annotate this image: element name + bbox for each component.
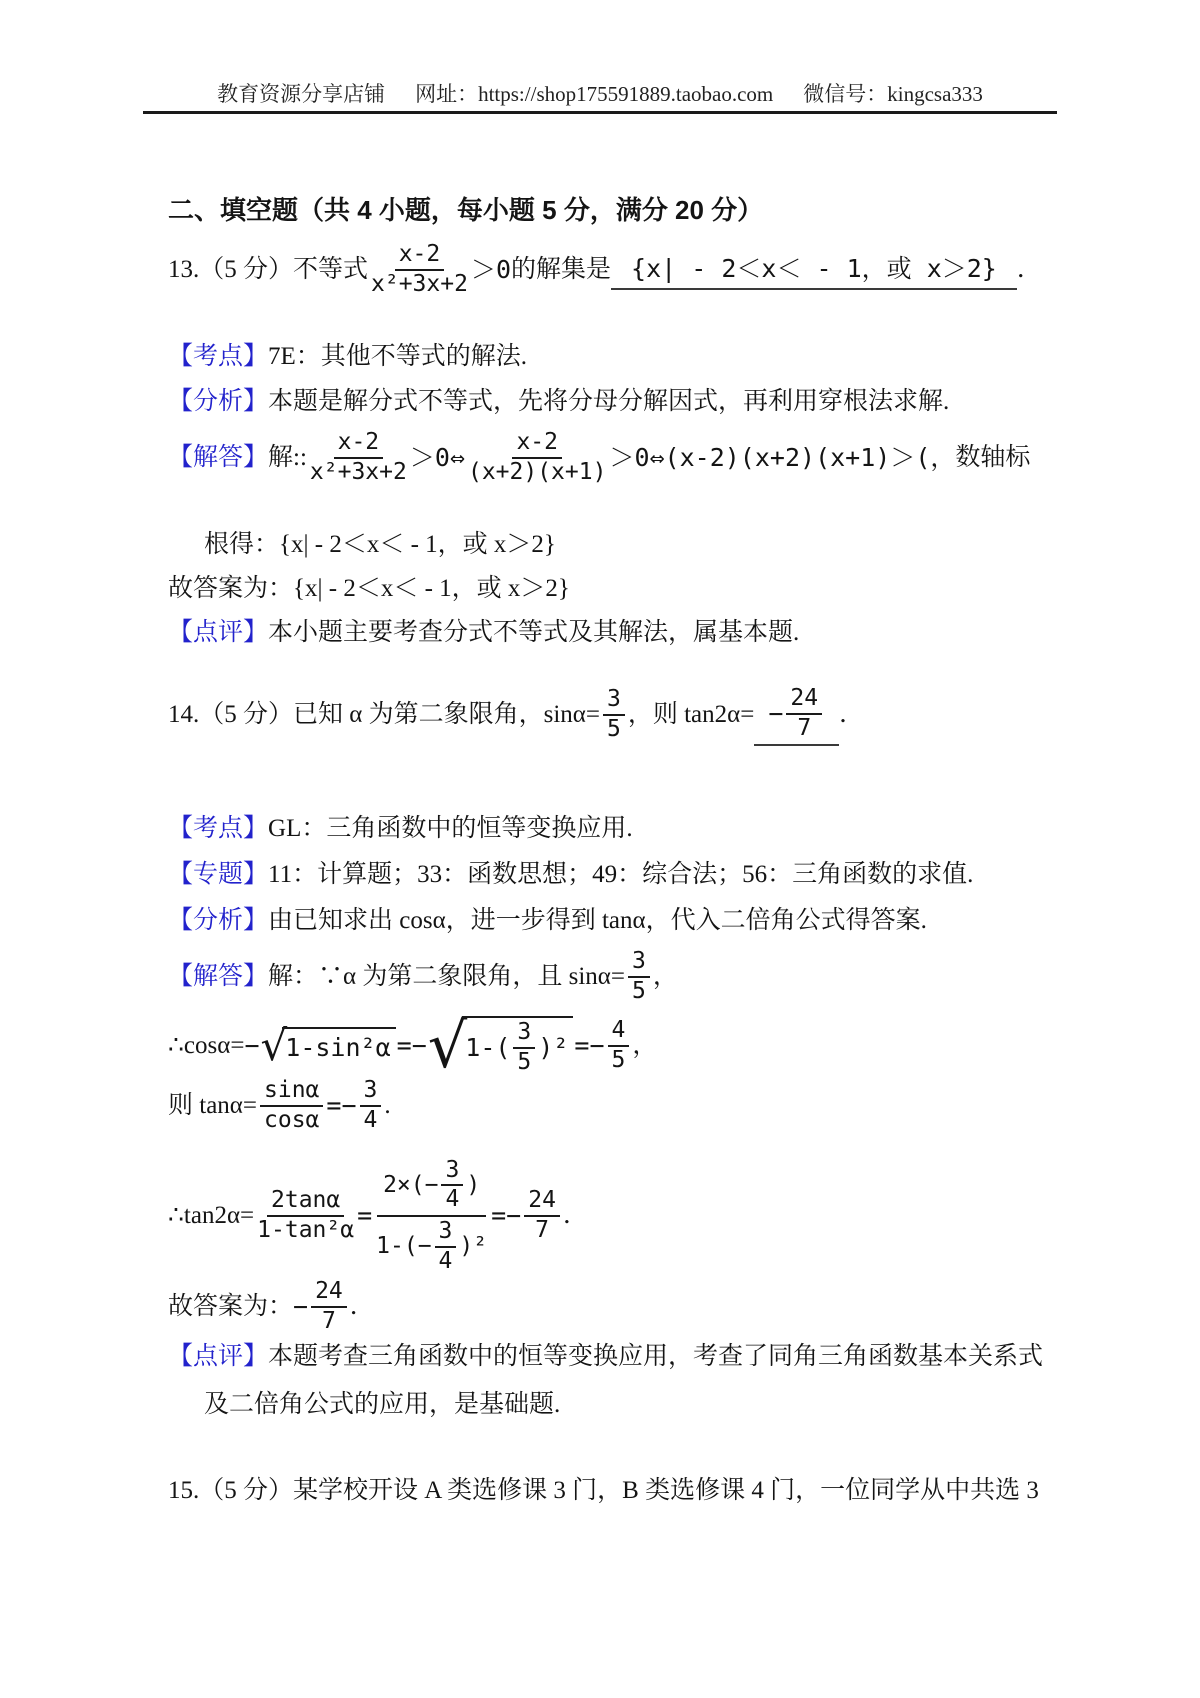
q14-jieda-fraction-numerator: 3 — [628, 949, 650, 978]
q14-fenxi-line — [168, 904, 927, 938]
header-divider — [143, 111, 1057, 114]
q13-gende-line: 根得：{x| - 2＜x＜ - 1，或 x＞2} — [204, 531, 556, 558]
q13-stem-fraction-denominator: x²+3x+2 — [371, 271, 468, 297]
q14-jieda-lead: 解：∵α 为第二象限角，且 sinα= — [268, 963, 625, 991]
q14-tan-minus: − — [341, 1091, 357, 1121]
q14-tan2-big-numerator — [377, 1158, 486, 1218]
q14-jieda-fraction — [628, 949, 650, 1005]
q14-stem-fraction — [603, 687, 625, 743]
q14-fenxi-text: 由已知求出 cosα，进一步得到 tanα，代入二倍角公式得答案. — [268, 907, 927, 934]
q13-kaodian-text: 7E：其他不等式的解法. — [268, 343, 528, 370]
q14-stem-fraction-numerator: 3 — [603, 687, 625, 716]
q13-stem-mid: 的解集是 — [511, 256, 612, 284]
q14-answer-fraction-numerator: 24 — [786, 686, 822, 715]
q14-tan2-result-numerator: 24 — [524, 1188, 560, 1217]
q14-cos-rad2-numerator: 3 — [513, 1020, 535, 1049]
q14-tan2-big-denominator — [376, 1217, 487, 1275]
section-title: 二、填空题（共 4 小题，每小题 5 分，满分 20 分） — [168, 195, 764, 225]
q13-stem-fraction-numerator: x-2 — [395, 242, 445, 271]
q13-jieda-lead: 解:: — [268, 444, 307, 472]
q14-answer-minus: − — [768, 699, 784, 729]
kaodian-label: 【考点】 — [168, 342, 269, 370]
q14-tan-frac1-denominator: cosα — [264, 1107, 320, 1133]
q13-answer-blank: {x| - 2＜x＜ - 1，或 x＞2} — [611, 250, 1017, 290]
q14-tan2-eq1: = — [357, 1201, 373, 1231]
q14-stem-mid: ，则 tan2α= — [627, 701, 755, 729]
header-wechat-id: 微信号：kingcsa333 — [803, 82, 983, 106]
q14-jieda-fraction-denominator: 5 — [632, 978, 646, 1004]
q14-tan2-bigden-frac-denominator: 4 — [438, 1247, 453, 1274]
q14-tan2-bignum-frac-numerator: 3 — [441, 1158, 463, 1187]
page-header — [0, 78, 1200, 108]
q13-jieda-frac1-denominator: x²+3x+2 — [309, 459, 407, 485]
q14-cos-tail: ， — [632, 1032, 658, 1060]
q13-jieda-fraction1 — [310, 430, 407, 486]
zhuanti-label: 【专题】 — [168, 860, 269, 888]
q14-cos-lead: ∴cosα= — [168, 1032, 245, 1060]
q14-tan-frac2-denominator: 4 — [363, 1107, 378, 1133]
q14-stem-lead: 14.（5 分）已知 α 为第二象限角，sinα= — [168, 701, 600, 729]
q14-cos-eq2: = — [574, 1031, 590, 1061]
q14-cos-minus3: − — [589, 1031, 605, 1061]
q13-jieda-mid1: ＞0⇔ — [409, 443, 465, 473]
q14-jieda-line — [168, 942, 678, 1012]
q14-cos-rad2-fraction — [513, 1020, 535, 1076]
q14-cos-eq1: = — [396, 1031, 412, 1061]
q13-stem-fraction — [371, 242, 468, 298]
q13-jieda-tail: 数轴标 — [955, 444, 1031, 472]
q14-tan2-bigden-frac-numerator: 3 — [435, 1219, 457, 1248]
q14-cos-rad2-tail: )² — [538, 1033, 569, 1063]
q14-answer-line-numerator: 24 — [311, 1279, 347, 1308]
q14-tan-frac1-numerator: sinα — [260, 1078, 323, 1107]
kaodian-label: 【考点】 — [168, 814, 269, 842]
q14-tan2-bignum-frac-denominator: 4 — [445, 1186, 460, 1213]
q14-tan2-lead: ∴tan2α= — [168, 1202, 255, 1230]
q14-answer-lead: 故答案为： — [168, 1293, 294, 1321]
q14-answer-fraction — [786, 686, 822, 742]
q14-tan2-result-fraction — [524, 1188, 560, 1244]
fenxi-label: 【分析】 — [168, 906, 269, 934]
q14-tan-eq: = — [326, 1091, 342, 1121]
q14-answer-blank — [754, 684, 839, 746]
q14-jieda-tail: ， — [652, 963, 678, 991]
q13-stem-lead: 13.（5 分）不等式 — [168, 256, 369, 284]
q14-tan2-line — [168, 1156, 588, 1274]
q14-tan2-bignum-fraction — [441, 1158, 463, 1214]
q14-tan2-frac1-numerator: 2tanα — [267, 1188, 344, 1217]
header-store-name: 教育资源分享店铺 — [217, 82, 386, 106]
q14-answer-fraction-denominator: 7 — [797, 715, 812, 741]
q14-tan2-big-fraction — [376, 1158, 487, 1275]
q14-answer-line-minus: − — [293, 1292, 309, 1322]
q14-cos-result-denominator: 5 — [611, 1047, 626, 1073]
q14-stem — [168, 672, 864, 758]
q13-kaodian-line — [168, 340, 527, 374]
q13-fenxi-text: 本题是解分式不等式，先将分母分解因式，再利用穿根法求解. — [268, 388, 950, 415]
q14-stem-period: ． — [839, 701, 865, 729]
q14-tan-frac2-numerator: 3 — [360, 1078, 382, 1107]
q15-stem: 15.（5 分）某学校开设 A 类选修课 3 门，B 类选修课 4 门，一位同学从中共选 3 — [168, 1477, 1039, 1504]
q14-cos-rad2-denominator: 5 — [517, 1049, 532, 1075]
q14-kaodian-text: GL：三角函数中的恒等变换应用. — [268, 815, 633, 842]
q13-stem — [168, 224, 1042, 316]
q14-tan2-tail: ． — [562, 1202, 588, 1230]
q14-stem-fraction-denominator: 5 — [606, 716, 621, 742]
sqrt-radical — [260, 1021, 396, 1071]
q13-stem-period: ． — [1016, 256, 1042, 284]
q13-dianping-line — [168, 616, 799, 650]
q13-jieda-fraction2 — [468, 430, 606, 486]
q13-jieda-frac1-numerator: x-2 — [334, 430, 384, 459]
q14-dianping-line1 — [168, 1340, 1043, 1374]
q13-stem-inequality: ＞0 — [470, 255, 512, 285]
q14-answer-line-fraction — [311, 1279, 347, 1335]
q14-kaodian-line — [168, 812, 633, 846]
q14-tan2-bigden-tail: )² — [459, 1233, 488, 1260]
q14-tan-tail: . — [384, 1092, 391, 1120]
q14-dianping-text1: 本题考查三角函数中的恒等变换应用，考查了同角三角函数基本关系式 — [268, 1343, 1044, 1370]
q14-tan2-frac1-denominator: 1-tan²α — [257, 1217, 355, 1243]
q14-tan-fraction1 — [260, 1078, 323, 1134]
radical-sign: √ — [260, 1021, 288, 1071]
q13-jieda-frac2-denominator: (x+2)(x+1) — [467, 459, 607, 485]
sqrt-radical — [427, 1008, 574, 1082]
q14-cos-minus2: − — [411, 1031, 427, 1061]
radical-sign: √ — [427, 1008, 468, 1082]
fenxi-label: 【分析】 — [168, 387, 269, 415]
q14-answer-tail: ． — [349, 1293, 375, 1321]
q14-answer-line-denominator: 7 — [322, 1308, 336, 1334]
q13-jieda-frac2-numerator: x-2 — [512, 430, 562, 459]
q14-dianping-line2: 及二倍角公式的应用，是基础题. — [204, 1391, 561, 1418]
q14-cos-result-numerator: 4 — [608, 1018, 630, 1047]
q14-tan2-bignum-lead: 2×(− — [383, 1171, 439, 1198]
q13-jieda-line — [168, 412, 1030, 504]
jieda-label: 【解答】 — [168, 443, 269, 472]
q14-cos-radicand1: 1-sin²α — [282, 1027, 395, 1065]
q14-cos-minus1: − — [244, 1031, 260, 1061]
header-site-url: 网址：https://shop175591889.taobao.com — [415, 82, 774, 106]
q13-jieda-mid2: ＞0⇔(x-2)(x+2)(x+1)＞(， — [609, 443, 956, 473]
q14-tan-fraction2 — [360, 1078, 382, 1134]
dianping-label: 【点评】 — [168, 1342, 269, 1370]
q14-cos-rad2-lead: 1-( — [465, 1033, 511, 1063]
q14-cos-radicand2 — [462, 1016, 573, 1076]
q14-tan2-bigden-fraction — [435, 1219, 457, 1275]
q14-zhuanti-line — [168, 858, 973, 892]
q14-tan2-bignum-tail: ) — [466, 1171, 481, 1198]
q14-tan2-bigden-lead: 1-(− — [376, 1233, 432, 1260]
jieda-label: 【解答】 — [168, 962, 269, 991]
q14-answer-line — [168, 1272, 375, 1342]
q14-tan2-fraction1 — [257, 1188, 354, 1244]
q14-tan-line — [168, 1068, 391, 1144]
q14-cos-result-fraction — [608, 1018, 630, 1074]
q13-answer-line: 故答案为：{x| - 2＜x＜ - 1，或 x＞2} — [168, 575, 570, 602]
q14-tan2-minus: − — [506, 1201, 522, 1231]
q14-tan2-eq2: = — [491, 1201, 507, 1231]
q14-zhuanti-text: 11：计算题；33：函数思想；49：综合法；56：三角函数的求值. — [268, 861, 974, 888]
q14-tan-lead: 则 tanα= — [168, 1092, 257, 1120]
q13-dianping-text: 本小题主要考查分式不等式及其解法，属基本题. — [268, 619, 800, 646]
dianping-label: 【点评】 — [168, 618, 269, 646]
q14-tan2-result-denominator: 7 — [535, 1217, 550, 1243]
